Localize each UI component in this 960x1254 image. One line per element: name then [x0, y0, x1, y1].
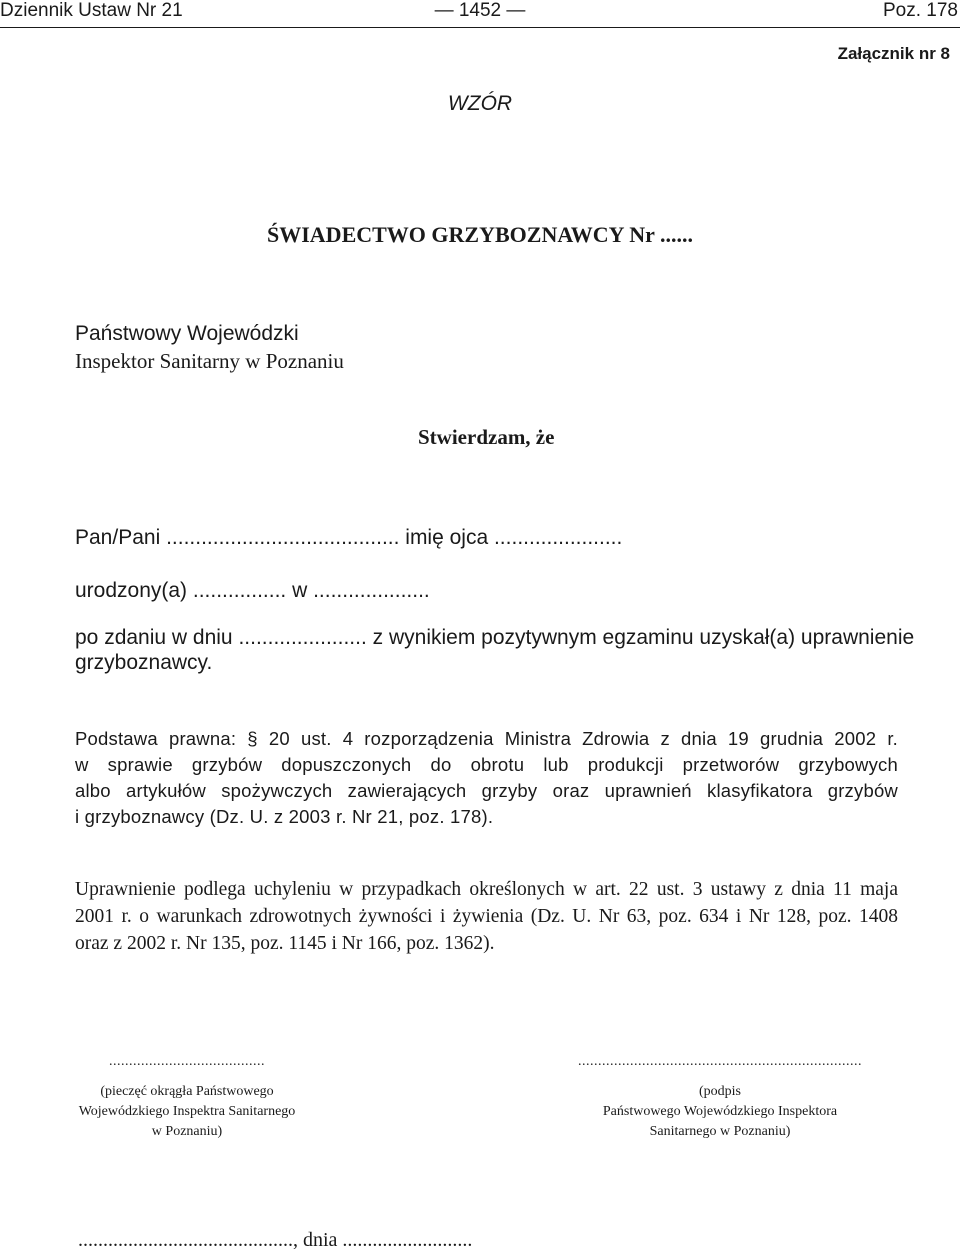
stamp-signature-block — [62, 1052, 312, 1142]
revocation-paragraph — [75, 876, 898, 957]
exam-field-line-continued: grzyboznawcy. — [75, 651, 213, 674]
template-label: WZÓR — [447, 92, 513, 115]
institution-line-2: Inspektor Sanitarny w Poznaniu — [75, 349, 344, 373]
place-date-line: ..........................................., dnia .......................... — [78, 1229, 473, 1251]
inspector-signature-block — [540, 1052, 900, 1142]
legal-basis-line: i grzyboznawcy (Dz. U. z 2003 r. Nr 21, poz. 178). — [75, 806, 494, 827]
stamp-signature-line: ....................................... — [109, 1054, 265, 1069]
stamp-caption-line-3: w Poznaniu) — [151, 1124, 223, 1139]
inspector-caption-line-3: Sanitarnego w Poznaniu) — [649, 1124, 791, 1139]
institution-line-1: Państwowy Wojewódzki — [75, 322, 299, 345]
inspector-signature-line: ....................................................................... — [578, 1054, 862, 1069]
journal-name: Dziennik Ustaw Nr 21 — [0, 0, 183, 21]
legal-basis-line: Podstawa prawna: § 20 ust. 4 rozporządzenia Ministra Zdrowia z dnia 19 grudnia 2002 r. — [75, 728, 898, 749]
legal-basis-paragraph — [75, 726, 898, 830]
position-number: Poz. 178 — [883, 0, 958, 21]
header-divider — [0, 27, 960, 28]
legal-basis-line: w sprawie grzybów dopuszczonych do obrotu lub produkcji przetworów grzybowych — [75, 754, 898, 775]
annex-label: Załącznik nr 8 — [837, 44, 950, 63]
legal-basis-line: albo artykułów spożywczych zawierających grzyby oraz uprawnień klasyfikatora grzybów — [75, 780, 898, 801]
stamp-caption-line-2: Wojewódzkiego Inspektra Sanitarnego — [78, 1104, 296, 1119]
inspector-caption-line-2: Państwowego Wojewódzkiego Inspektora — [602, 1104, 838, 1119]
revocation-line: Uprawnienie podlega uchyleniu w przypadkach określonych w art. 22 ust. 3 ustawy z dnia 11 maja — [75, 879, 898, 900]
birth-field-line: urodzony(a) ................ w .................... — [75, 579, 430, 602]
revocation-line: 2001 r. o warunkach zdrowotnych żywności i żywienia (Dz. U. Nr 63, poz. 634 i Nr 128, poz. 1408 — [75, 906, 898, 927]
statement-heading: Stwierdzam, że — [418, 425, 555, 449]
name-field-line: Pan/Pani ........................................ imię ojca ...................... — [75, 526, 623, 549]
certificate-title: ŚWIADECTWO GRZYBOZNAWCY Nr ...... — [267, 222, 693, 247]
inspector-caption-line-1: (podpis — [699, 1084, 741, 1099]
stamp-caption-line-1: (pieczęć okrągła Państwowego — [100, 1084, 274, 1099]
revocation-line: oraz z 2002 r. Nr 135, poz. 1145 i Nr 166, poz. 1362). — [75, 933, 495, 954]
exam-field-line: po zdaniu w dniu ...................... z wynikiem pozytywnym egzaminu uzyskał(a) uprawnienie — [75, 626, 915, 649]
page-number: — 1452 — — [434, 0, 526, 21]
